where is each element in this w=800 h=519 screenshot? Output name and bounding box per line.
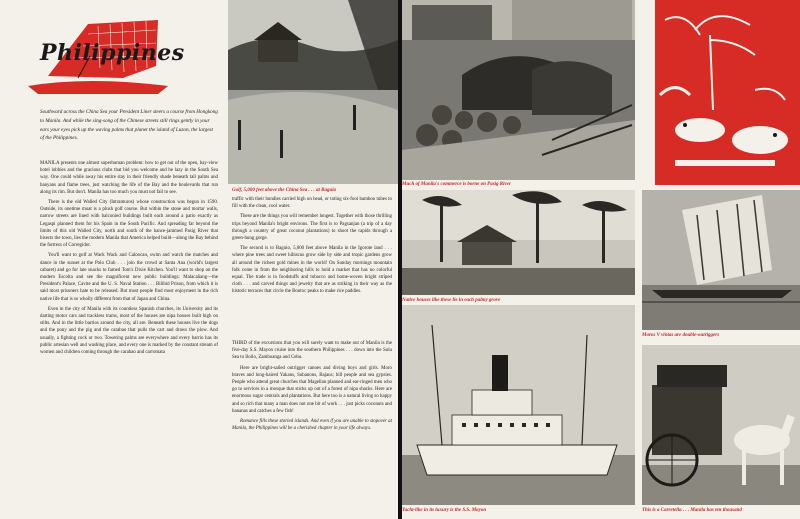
caption-river: Much of Manila's commerce is borne on Pasig River xyxy=(402,182,511,187)
caption-golf: Golf, 5,000 feet above the China Sea . . . at Baguio xyxy=(232,188,337,193)
page-title: Philippines xyxy=(40,40,185,66)
paragraph: There is the old Walled City (Intramuros) whose construction was begun in 1590. Outside, its onetime moat is a plush golf course. But within the stone and mortar walls, narrow streets are lined with balconied buildings built each around a patio exactly as Legaspi planned them for his Spain in the South Pacific. And spreading far beyond the limits of this old Walled City, north and south of the hance-jammed Pasig River that bisects the town, lies the modern Manila that America helped build—along the Bay behind the fortress of Corregidor. xyxy=(40,200,218,249)
left-page xyxy=(0,0,398,519)
caption-outrigger: Moros V vintas are double-outriggers xyxy=(642,333,720,338)
red-illustration xyxy=(655,0,800,185)
photo-native-houses xyxy=(402,190,635,295)
paragraph: traffic with their bundles carried high on head, or toting six-foot bamboo tubes to fill with the clean, cool water. xyxy=(232,197,392,210)
paragraph: THIRD of the excursions that you will surely want to make out of Manila is the five-day S.S. Mayon cruise into the southern Philippines . . . down into the Sulu Sea to Iloilo, Zamboanga and Cebu. xyxy=(232,341,392,361)
right-page xyxy=(402,0,800,519)
intro-paragraph: Southward across the China Sea your President Liner steers a course from Hongkong to Manila. And while the sing-song of the Chinese streets still rings gently in your ears your eyes pick up the waving palms that planet the island of Luzon, the largest of the Philippines. xyxy=(40,109,218,142)
photo-ss-mayon xyxy=(402,305,635,505)
photo-outrigger xyxy=(642,190,800,330)
paragraph: MANILA presents one almost superhuman problem: how to get out of the open, bay-view hotel lobbies and the gracious clubs that bid you welcome and be lazy in the South Sea way. One could while away his entire stay in their friendly shade beneath tall palms and banyans and flame trees, just watching the life of the Bay and the boulevards that run along its rim. But don't. Manila has too much you must not fail to see. xyxy=(40,161,218,195)
paragraph: Here are bright-sailed outrigger canoes and diving boys and girls. Moro braves and long-haired Yakans, Subanons, Bajaus; hill people and sea gypsies. People who attend great churches that Magellan planned and ear-ringed men who go to services in a mosque that sticks up out of a forest of nipa shacks. Here are enormous sugar centrals and plantations. But here too is a natural living so happy and so rich that many a man does not one bit of work . . . just picks coconuts and bananas and catches a few fish! xyxy=(232,365,392,414)
paragraph: You'll want to golf at Wack Wack and Caloocan, swim and watch the matches and dance in the sunset at the Polo Club . . . join the crowd at Santa Ana (world's largest cabaret) and go for late snacks to famed Tom's Dixie Kitchen. You'll want to shop on the modern Escolta and see the magnificent new public buildings; Malacañang—the President's Palace, Cavite and the U. S. Naval Station . . . Bilibid Prison, from which it is said most prisoners hate to be released. But most people find most enjoyment in the rich native life that is so wholly different from that of Japan and China. xyxy=(40,253,218,302)
paragraph: The second is to Baguio, 5,000 feet above Manila in the Igorote land . . . where pine trees and sweet hibiscus grow side by side and tropic gardens grow all around the richest gold mines in the world! On Sunday mornings mountain folk come in from the neighboring hills to hold a market that has no colorful equal. The trade is in foodstuffs and tobacco and home-woven bright striped cloth . . . and carved things and jewelry that are as striking in their way as the historic terraces that circle the Bontoc peaks to make rice paddies. xyxy=(232,246,392,295)
photo-carretella xyxy=(642,345,800,505)
photo-pasig-river xyxy=(402,0,635,180)
paragraph: These are the things you will remember longest. Together with those thrilling trips beyond Manila's bright environs. The first is to Pagsanjan (a trip of a day through a country of great coconut plantations) to shoot the rapids through a green-hung gorge. xyxy=(232,214,392,242)
caption-ship: Yacht-like in its luxury is the S.S. Mayon xyxy=(402,508,487,513)
body-column-left xyxy=(40,160,218,359)
body-column-middle-lower xyxy=(232,340,392,435)
paragraph: Even in the city of Manila with its countless Spanish churches, its University and its darting motor cars and trackless trams, most of the houses are nipa houses built high on stilts. And in the little barrios around the city, all are. Beneath these houses live the dogs and the pony and the pig and the carabao that pulls the cart and draws the plow. And usually, a fighting cock or two. Towering palms are everywhere and every barrio has its public artesian well and washing place, and every one is marked by the constant stream of women and children coming through the carabao and carromata xyxy=(40,306,218,356)
photo-baguio-golf xyxy=(228,0,398,184)
caption-carretella: This is a Carretella . . . Manila has ten thousand xyxy=(642,508,742,513)
paragraph: Romance fills these storied islands. And even if you are unable to stopover at Manila, the Philippines will be a cherished chapter in your life always. xyxy=(232,419,392,432)
caption-native: Native houses like these lie in each palmy grove xyxy=(402,298,501,303)
body-column-middle xyxy=(232,196,392,299)
